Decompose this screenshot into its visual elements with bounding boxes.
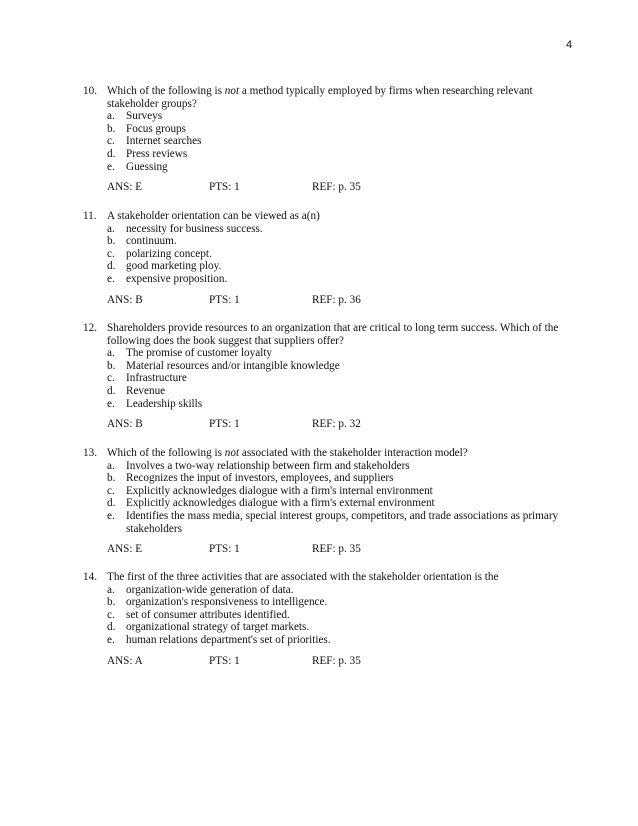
question-text-part: associated with the stakeholder interaction model? bbox=[239, 447, 468, 459]
option-e bbox=[107, 273, 583, 286]
option-text: Surveys bbox=[126, 110, 163, 123]
question-13 bbox=[83, 447, 583, 556]
option-d bbox=[107, 260, 583, 273]
option-text: Focus groups bbox=[126, 122, 186, 135]
points-label: PTS: 1 bbox=[209, 293, 240, 306]
reference-label: REF: p. 35 bbox=[312, 654, 361, 667]
option-c bbox=[107, 135, 583, 148]
answer-key bbox=[107, 181, 583, 194]
option-text: Leadership skills bbox=[126, 397, 203, 410]
option-b bbox=[107, 123, 583, 136]
question-text-part: Which of the following is bbox=[107, 85, 225, 97]
answer-label: ANS: A bbox=[107, 654, 143, 667]
answer-options bbox=[107, 584, 583, 647]
question-text: The first of the three activities that are associated with the stakeholder orientation is the bbox=[107, 571, 499, 583]
answer-options bbox=[107, 110, 583, 173]
question-stem bbox=[83, 210, 583, 223]
option-d bbox=[107, 148, 583, 161]
option-text: expensive proposition. bbox=[126, 272, 228, 285]
option-letter: b. bbox=[107, 235, 116, 248]
option-b bbox=[107, 596, 583, 609]
option-letter: a. bbox=[107, 459, 115, 472]
question-number: 12. bbox=[83, 322, 97, 334]
question-text-part: a method typically employed by firms when researching relevant stakeholder groups? bbox=[107, 85, 533, 110]
reference-label: REF: p. 35 bbox=[312, 181, 361, 194]
option-letter: d. bbox=[107, 260, 116, 273]
option-b bbox=[107, 235, 583, 248]
reference-label: REF: p. 32 bbox=[312, 418, 361, 431]
option-letter: e. bbox=[107, 633, 115, 646]
option-text: good marketing ploy. bbox=[126, 260, 222, 273]
option-a bbox=[107, 223, 583, 236]
option-letter: e. bbox=[107, 509, 115, 522]
option-letter: d. bbox=[107, 621, 116, 634]
answer-label: ANS: E bbox=[107, 181, 143, 194]
page-number: 4 bbox=[566, 39, 573, 51]
option-text: polarizing concept. bbox=[126, 247, 212, 260]
option-text: Involves a two-way relationship between firm and stakeholders bbox=[126, 459, 410, 472]
option-text: Revenue bbox=[126, 384, 166, 397]
option-letter: a. bbox=[107, 110, 115, 123]
option-text: The promise of customer loyalty bbox=[126, 347, 273, 360]
option-letter: c. bbox=[107, 484, 115, 497]
question-12 bbox=[83, 322, 583, 431]
answer-options bbox=[107, 347, 583, 410]
reference-label: REF: p. 35 bbox=[312, 543, 361, 556]
question-14 bbox=[83, 571, 583, 668]
option-d bbox=[107, 497, 583, 510]
question-emphasis: not bbox=[224, 85, 240, 97]
option-letter: c. bbox=[107, 247, 115, 260]
option-letter: e. bbox=[107, 160, 115, 173]
question-number: 14. bbox=[83, 571, 97, 583]
question-emphasis: not bbox=[224, 447, 240, 459]
answer-key bbox=[107, 294, 583, 307]
option-text: Press reviews bbox=[126, 147, 188, 160]
option-c bbox=[107, 248, 583, 261]
question-stem bbox=[83, 571, 583, 584]
option-text: Material resources and/or intangible knowledge bbox=[126, 359, 340, 372]
answer-label: ANS: B bbox=[107, 418, 143, 431]
option-text: Internet searches bbox=[126, 135, 202, 148]
option-text: Recognizes the input of investors, employees, and suppliers bbox=[126, 472, 394, 485]
points-label: PTS: 1 bbox=[209, 654, 240, 667]
points-label: PTS: 1 bbox=[209, 418, 240, 431]
answer-key bbox=[107, 418, 583, 431]
option-a bbox=[107, 347, 583, 360]
option-text: Infrastructure bbox=[126, 372, 187, 385]
option-letter: e. bbox=[107, 272, 115, 285]
option-e bbox=[107, 510, 583, 535]
option-d bbox=[107, 385, 583, 398]
option-text: Identifies the mass media, special interest groups, competitors, and trade associations as primary stakeholders bbox=[126, 509, 559, 535]
option-a bbox=[107, 110, 583, 123]
answer-key bbox=[107, 543, 583, 556]
option-c bbox=[107, 485, 583, 498]
option-letter: d. bbox=[107, 384, 116, 397]
question-number: 11. bbox=[83, 210, 97, 222]
option-text: set of consumer attributes identified. bbox=[126, 608, 290, 621]
option-letter: c. bbox=[107, 608, 115, 621]
option-letter: b. bbox=[107, 596, 116, 609]
option-c bbox=[107, 609, 583, 622]
option-letter: a. bbox=[107, 583, 115, 596]
option-b bbox=[107, 360, 583, 373]
option-letter: b. bbox=[107, 122, 116, 135]
option-text: Guessing bbox=[126, 160, 168, 173]
option-b bbox=[107, 472, 583, 485]
option-letter: b. bbox=[107, 359, 116, 372]
option-letter: a. bbox=[107, 222, 115, 235]
option-text: organization's responsiveness to intelligence. bbox=[126, 596, 328, 609]
answer-label: ANS: E bbox=[107, 543, 143, 556]
question-text bbox=[107, 447, 583, 460]
option-letter: c. bbox=[107, 372, 115, 385]
option-text: necessity for business success. bbox=[126, 222, 263, 235]
option-d bbox=[107, 621, 583, 634]
option-letter: a. bbox=[107, 347, 115, 360]
option-letter: d. bbox=[107, 497, 116, 510]
answer-options bbox=[107, 460, 583, 536]
option-e bbox=[107, 161, 583, 174]
answer-label: ANS: B bbox=[107, 293, 143, 306]
question-stem bbox=[83, 322, 583, 347]
question-text: A stakeholder orientation can be viewed as a(n) bbox=[107, 210, 320, 222]
option-e bbox=[107, 634, 583, 647]
option-a bbox=[107, 460, 583, 473]
answer-options bbox=[107, 223, 583, 286]
option-text: human relations department's set of priorities. bbox=[126, 633, 331, 646]
option-text: organizational strategy of target markets. bbox=[126, 621, 310, 634]
question-10 bbox=[83, 85, 583, 194]
question-number: 10. bbox=[83, 85, 97, 97]
question-text bbox=[107, 85, 583, 110]
option-letter: b. bbox=[107, 472, 116, 485]
option-text: Explicitly acknowledges dialogue with a firm's external environment bbox=[126, 497, 435, 510]
question-11 bbox=[83, 210, 583, 307]
option-a bbox=[107, 584, 583, 597]
question-number: 13. bbox=[83, 447, 97, 459]
question-text-part: Which of the following is bbox=[107, 447, 225, 459]
points-label: PTS: 1 bbox=[209, 543, 240, 556]
option-text: organization-wide generation of data. bbox=[126, 583, 294, 596]
option-letter: d. bbox=[107, 147, 116, 160]
option-letter: e. bbox=[107, 397, 115, 410]
answer-key bbox=[107, 655, 583, 668]
points-label: PTS: 1 bbox=[209, 181, 240, 194]
option-e bbox=[107, 398, 583, 411]
question-stem bbox=[83, 85, 583, 110]
option-text: Explicitly acknowledges dialogue with a firm's internal environment bbox=[126, 484, 433, 497]
question-stem bbox=[83, 447, 583, 460]
option-c bbox=[107, 372, 583, 385]
option-text: continuum. bbox=[126, 235, 177, 248]
question-text: Shareholders provide resources to an organization that are critical to long term success. Which of the following does the book suggest that suppliers offer? bbox=[107, 322, 559, 347]
reference-label: REF: p. 36 bbox=[312, 293, 361, 306]
option-letter: c. bbox=[107, 135, 115, 148]
